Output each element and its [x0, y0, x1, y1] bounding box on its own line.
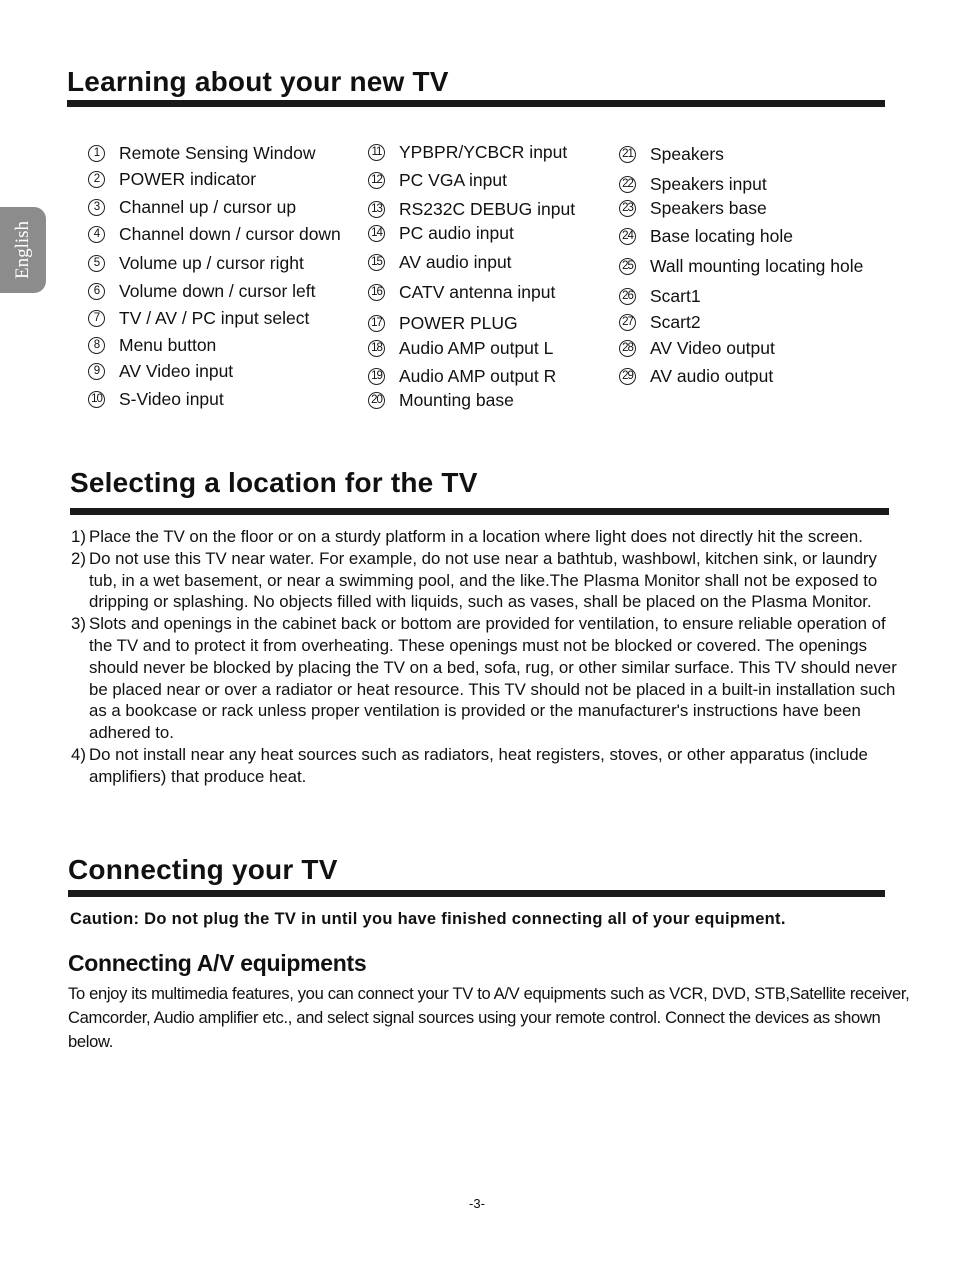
- language-tab: [0, 207, 46, 293]
- legend-label: Audio AMP output L: [399, 337, 554, 358]
- legend-item: [619, 225, 793, 247]
- legend-label: Channel down / cursor down: [119, 223, 341, 244]
- caution-note: Caution: Do not plug the TV in until you have finished connecting all of your equipment.: [70, 910, 786, 928]
- legend-item: [368, 337, 553, 359]
- legend-item: [619, 197, 767, 219]
- section-rule: [67, 100, 885, 107]
- legend-number-badge: 2: [88, 171, 105, 188]
- legend-item: [88, 196, 296, 218]
- legend-item: [88, 280, 315, 302]
- legend-item: [368, 365, 556, 387]
- legend-item: [619, 173, 767, 195]
- list-item-number: 1): [71, 527, 86, 546]
- list-item-text: Place the TV on the floor or on a sturdy platform in a location where light does not directly hit the screen.: [89, 527, 863, 546]
- legend-label: Mounting base: [399, 389, 514, 410]
- list-item-text: Do not use this TV near water. For example, do not use near a bathtub, washbowl, kitchen sink, or laundry tub, in a wet basement, or near a swimming pool, and the like.The Plasma Monitor shall not be exposed to dripping or splashing. No objects filled with liquids, such as vases, shall be placed on the Plasma Monitor.: [89, 548, 878, 612]
- legend-label: S-Video input: [119, 388, 224, 409]
- legend-number-badge: 4: [88, 226, 105, 243]
- legend-label: Speakers input: [650, 173, 767, 194]
- section-title-location: Selecting a location for the TV: [70, 467, 478, 498]
- legend-label: Wall mounting locating hole: [650, 255, 864, 276]
- section-title-learning: Learning about your new TV: [67, 66, 449, 97]
- legend-item: [368, 169, 507, 191]
- legend-number-badge: 18: [368, 340, 385, 357]
- legend-number-badge: 25: [619, 258, 636, 275]
- legend-item: [619, 255, 863, 277]
- location-guidelines-list: [71, 526, 901, 788]
- legend-label: Menu button: [119, 334, 217, 355]
- connecting-intro-text: To enjoy its multimedia features, you can connect your TV to A/V equipments such as VCR, DVD, STB,Satellite receiver, Camcorder, Audio amplifier etc., and select signal sources using your remote control. Connect the devices as shown below.: [68, 984, 910, 1051]
- legend-number-badge: 1: [88, 145, 105, 162]
- legend-item: [368, 198, 575, 220]
- legend-number-badge: 24: [619, 228, 636, 245]
- legend-number-badge: 20: [368, 392, 385, 409]
- page-number: -3-: [469, 1196, 485, 1211]
- legend-label: AV Video input: [119, 360, 234, 381]
- legend-label: CATV antenna input: [399, 281, 556, 302]
- section-rule: [70, 508, 889, 515]
- legend-number-badge: 21: [619, 146, 636, 163]
- legend-number-badge: 11: [368, 144, 385, 161]
- legend-item: [619, 285, 701, 307]
- legend-item: [368, 222, 514, 244]
- subsection-title: Connecting A/V equipments: [68, 950, 367, 976]
- legend-label: Remote Sensing Window: [119, 142, 316, 163]
- legend-item: [88, 223, 341, 245]
- list-item: [71, 613, 901, 744]
- legend-item: [88, 360, 233, 382]
- legend-label: POWER PLUG: [399, 312, 518, 333]
- legend-item: [368, 251, 512, 273]
- legend-number-badge: 27: [619, 314, 636, 331]
- legend-label: Channel up / cursor up: [119, 196, 297, 217]
- legend-number-badge: 5: [88, 255, 105, 272]
- legend-item: [619, 337, 775, 359]
- legend-label: Base locating hole: [650, 225, 794, 246]
- legend-number-badge: 15: [368, 254, 385, 271]
- list-item-text: Slots and openings in the cabinet back or bottom are provided for ventilation, to ensure reliable operation of the TV and to protect it from overheating. These openings must not be blocked or covered. The openings should never be blocked by placing the TV on a bed, sofa, rug, or other similar surface. This TV should never be placed near or over a radiator or heat resource. This TV should not be placed in a built-in installation such as a bookcase or rack unless proper ventilation is provided or the manufacturer's instructions have been adhered to.: [89, 614, 897, 743]
- legend-number-badge: 10: [88, 391, 105, 408]
- legend-item: [88, 388, 224, 410]
- legend-label: Volume up / cursor right: [119, 252, 304, 273]
- legend-item: [368, 141, 567, 163]
- section-title-connecting: Connecting your TV: [68, 854, 338, 885]
- legend-label: PC audio input: [399, 222, 514, 243]
- legend-label: POWER indicator: [119, 168, 257, 189]
- legend-item: [619, 311, 701, 333]
- list-item-number: 3): [71, 614, 86, 634]
- legend-number-badge: 28: [619, 340, 636, 357]
- legend-item: [88, 307, 309, 329]
- legend-label: Scart2: [650, 311, 701, 332]
- legend-item: [88, 168, 256, 190]
- legend-number-badge: 9: [88, 363, 105, 380]
- list-item: [71, 744, 901, 788]
- legend-number-badge: 23: [619, 200, 636, 217]
- legend-label: AV audio output: [650, 365, 774, 386]
- list-item: [71, 526, 901, 548]
- legend-item: [88, 334, 216, 356]
- legend-item: [368, 312, 518, 334]
- legend-label: Audio AMP output R: [399, 365, 557, 386]
- legend-number-badge: 26: [619, 288, 636, 305]
- list-item-number: 4): [71, 744, 86, 764]
- legend-number-badge: 16: [368, 284, 385, 301]
- legend-label: PC VGA input: [399, 169, 507, 190]
- legend-label: YPBPR/YCBCR input: [399, 141, 568, 162]
- legend-item: [368, 281, 555, 303]
- legend-item: [88, 252, 304, 274]
- legend-number-badge: 22: [619, 176, 636, 193]
- legend-item: [88, 142, 315, 164]
- legend-number-badge: 17: [368, 315, 385, 332]
- legend-number-badge: 12: [368, 172, 385, 189]
- section-rule: [68, 890, 885, 897]
- legend-number-badge: 8: [88, 337, 105, 354]
- list-item-number: 2): [71, 548, 86, 568]
- legend-label: Volume down / cursor left: [119, 280, 316, 301]
- legend-number-badge: 19: [368, 368, 385, 385]
- legend-item: [368, 389, 514, 411]
- legend-label: RS232C DEBUG input: [399, 198, 576, 219]
- legend-number-badge: 7: [88, 310, 105, 327]
- legend-label: Speakers: [650, 143, 724, 164]
- legend-item: [619, 365, 773, 387]
- legend-number-badge: 13: [368, 201, 385, 218]
- list-item-text: Do not install near any heat sources such as radiators, heat registers, stoves, or other apparatus (include amplifiers) that produce heat.: [89, 744, 868, 786]
- language-tab-label: English: [12, 220, 33, 280]
- legend-number-badge: 29: [619, 368, 636, 385]
- legend-number-badge: 3: [88, 199, 105, 216]
- list-item: [71, 548, 901, 613]
- legend-number-badge: 14: [368, 225, 385, 242]
- legend-label: Scart1: [650, 285, 701, 306]
- legend-number-badge: 6: [88, 283, 105, 300]
- legend-label: AV Video output: [650, 337, 775, 358]
- legend-label: AV audio input: [399, 251, 512, 272]
- legend-item: [619, 143, 724, 165]
- legend-label: Speakers base: [650, 197, 767, 218]
- legend-label: TV / AV / PC input select: [119, 307, 310, 328]
